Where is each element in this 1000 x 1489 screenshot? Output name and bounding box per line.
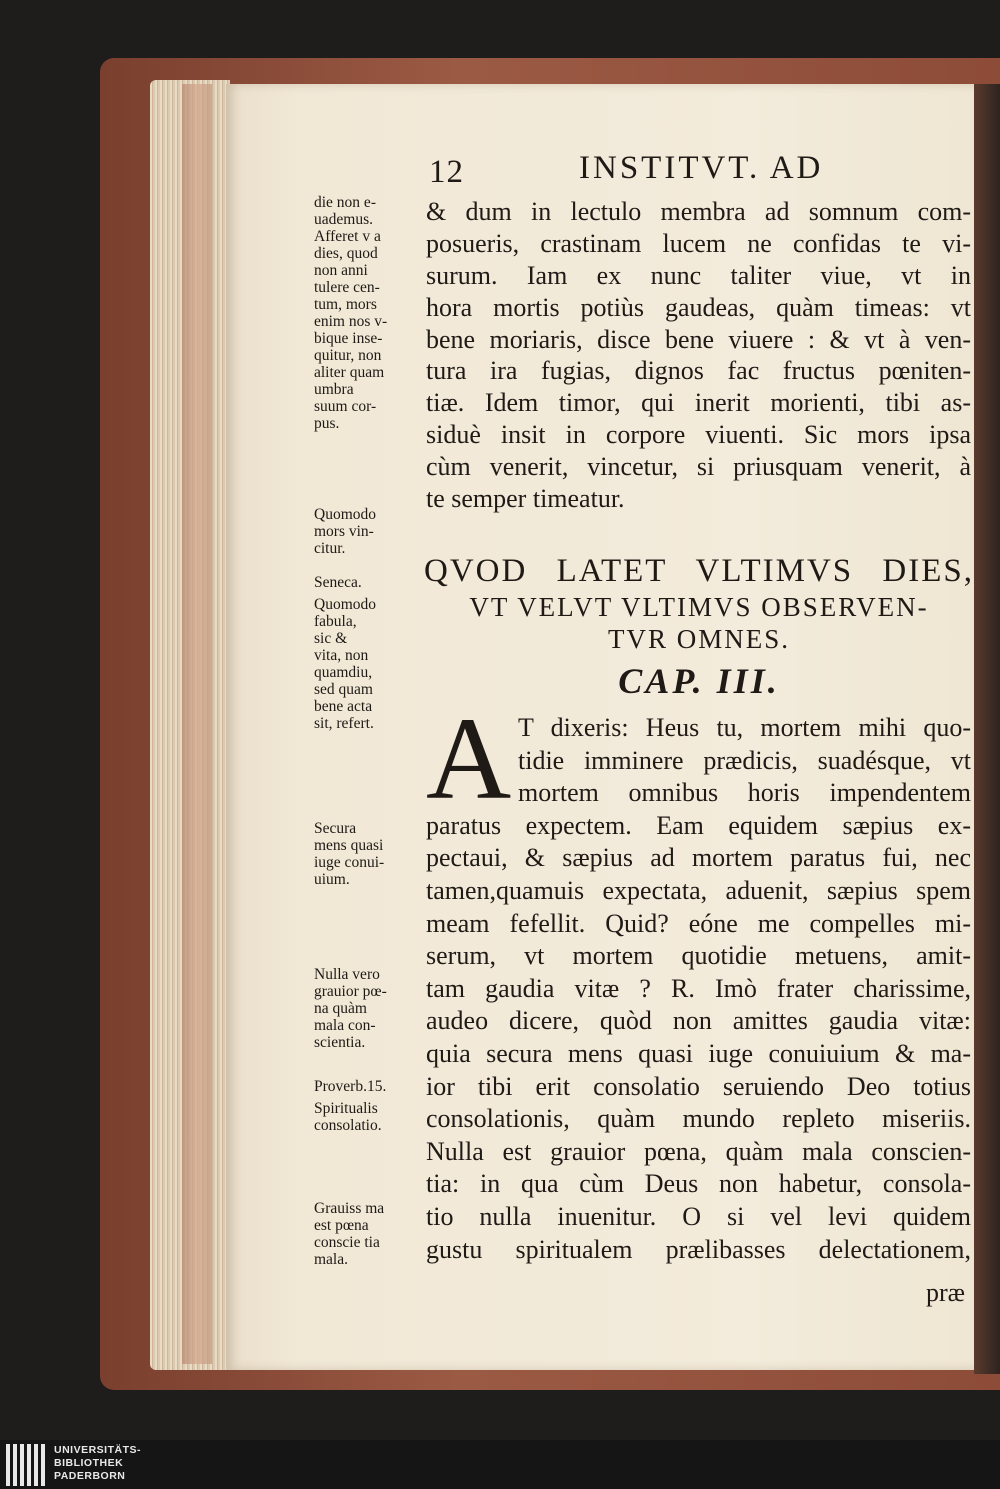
page-edges-stain [182,84,212,1364]
library-footer [0,1440,1000,1489]
margin-note-line: conscie tia [314,1234,380,1251]
text-line: ior tibi erit consolatio seruiendo Deo totius [426,1071,971,1101]
text-line: tidie imminere prædicis, suadésque, vt [518,745,971,775]
margin-note-line: quitur, non [314,347,382,364]
gutter-shadow [974,84,1000,1374]
text-line: surum. Iam ex nunc taliter viue, vt in [426,260,971,290]
text-line: bene moriaris, disce bene viuere : & vt à ven- [426,324,971,354]
margin-note-line: Quomodo [314,596,376,613]
chapter-title-line-1: QVOD LATET VLTIMVS DIES, [424,553,974,589]
margin-note-line: umbra [314,381,354,398]
margin-note-line: tum, mors [314,296,377,313]
margin-note-line: uademus. [314,211,373,228]
library-logo-line: UNIVERSITÄTS- [54,1444,142,1456]
margin-note-line: Spiritualis [314,1100,378,1117]
margin-note-line: pus. [314,415,340,432]
margin-note [314,194,387,432]
text-line: tio nulla inuenitur. O si vel levi quidem [426,1201,971,1231]
margin-note-line: uium. [314,871,350,888]
margin-note-line: Quomodo [314,506,376,523]
margin-note-line: tulere cen- [314,279,380,296]
text-line: tura ira fugias, dignos fac fructus pœniten- [426,356,971,386]
text-line: siduè insit in corpore viuenti. Sic mors ipsa [426,420,971,450]
margin-note-line: non anni [314,262,368,279]
text-line: tamen,quamuis expectata, aduenit, sæpius spem [426,875,971,905]
drop-cap-letter: A [426,693,512,824]
catchword: præ [926,1278,965,1307]
body-paragraph-1 [426,196,971,515]
margin-note-line: est pœna [314,1217,369,1234]
margin-note [314,1100,382,1134]
margin-note-line: die non e- [314,194,376,211]
margin-note-line: dies, quod [314,245,378,262]
margin-note-line: vita, non [314,647,369,664]
margin-note-line: enim nos v- [314,313,388,330]
margin-note [314,596,376,732]
margin-note-line: consolatio. [314,1117,382,1134]
text-line: gustu spiritualem prælibasses delectationem, [426,1234,971,1264]
chapter-title-line-2: VT VELVT VLTIMVS OBSERVEN- [469,592,929,622]
margin-note-line: mens quasi [314,837,384,854]
text-line: paratus expectem. Eam equidem sæpius ex- [426,810,971,840]
margin-note-line: suum cor- [314,398,377,415]
text-line: T dixeris: Heus tu, mortem mihi quo- [518,713,971,742]
margin-note-line: Seneca. [314,574,362,591]
margin-note-line: bique inse- [314,330,383,347]
margin-note-line: fabula, [314,613,357,630]
margin-note-line: na quàm [314,1000,367,1017]
text-line: meam fefellit. Quid? eóne me compelles mi- [426,908,971,938]
margin-note-line: quamdiu, [314,664,373,681]
text-line: Nulla est grauior pœna, quàm mala conscien- [426,1136,971,1166]
margin-note [314,1200,384,1268]
library-logo-line: BIBLIOTHEK [54,1457,124,1469]
text-line: hora mortis potiùs gaudeas, quàm timeas: vt [426,292,971,322]
margin-note-line: bene acta [314,698,373,715]
margin-note-line: Secura [314,820,357,837]
text-line: serum, vt mortem quotidie metuens, amit- [426,941,971,971]
margin-note-line: aliter quam [314,364,385,381]
margin-note-line: Nulla vero [314,966,380,983]
text-line: mortem omnibus horis impendentem [518,778,971,808]
margin-note-line: Proverb.15. [314,1078,387,1095]
margin-note-line: iuge conui- [314,854,385,871]
margin-note-line: scientia. [314,1034,366,1051]
text-line: te semper timeatur. [426,484,625,514]
text-line: audeo dicere, quòd non amittes gaudia vitæ: [426,1006,971,1036]
page-header [429,150,974,190]
chapter-title-line-3: TVR OMNES. [607,624,790,654]
margin-note-line: Afferet v a [314,228,381,245]
library-logo-text [54,1444,141,1483]
chapter-heading: CAP. III. [618,661,780,701]
margin-note-line: mala. [314,1251,348,1268]
text-line: & dum in lectulo membra ad somnum com- [426,197,971,226]
margin-note-line: citur. [314,540,346,557]
library-logo-icon [6,1444,50,1486]
margin-note [314,574,362,591]
margin-note-line: grauior pœ- [314,983,387,1000]
margin-note [314,1078,386,1095]
text-line: posueris, crastinam lucem ne confidas te vi- [426,228,971,258]
text-line: tia: in qua cùm Deus non habetur, consola- [426,1169,971,1199]
margin-note-line: sed quam [314,681,373,698]
margin-note-line: mala con- [314,1017,376,1034]
page-number: 12 [429,154,464,190]
text-line: consolationis, quàm mundo repleto miseriis. [426,1104,971,1134]
body-paragraph-2 [426,712,971,1266]
text-line: tam gaudia vitæ ? R. Imò frater charissime, [426,973,971,1003]
margin-note [314,506,376,557]
margin-note [314,966,387,1051]
library-logo-line: PADERBORN [54,1470,126,1482]
margin-note [314,820,384,888]
margin-note-line: sit, refert. [314,715,374,732]
margin-note-line: mors vin- [314,523,374,540]
margin-note-line: Grauiss ma [314,1200,385,1217]
text-line: cùm venerit, vincetur, si priusquam venerit, à [426,452,971,482]
running-head: INSTITVT. AD [579,150,824,186]
text-line: quia secura mens quasi iuge conuiuium & ma- [426,1038,971,1068]
text-line: tiæ. Idem timor, qui inerit morienti, tibi as- [426,388,971,418]
margin-note-line: sic & [314,630,348,647]
text-line: pectaui, & sæpius ad mortem paratus fui, nec [426,843,971,873]
